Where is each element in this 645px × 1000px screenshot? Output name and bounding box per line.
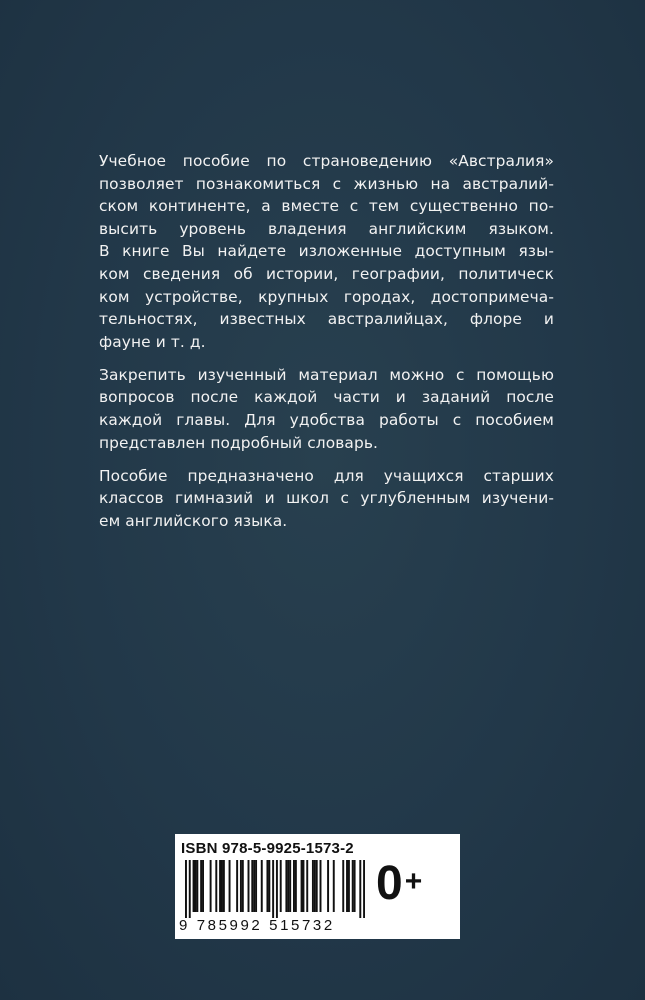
barcode-image bbox=[185, 860, 365, 918]
barcode-bar bbox=[306, 860, 308, 912]
barcode-bar bbox=[261, 860, 263, 912]
barcode-bar bbox=[348, 860, 350, 912]
barcode-bar bbox=[219, 860, 221, 912]
barcode-bar bbox=[320, 860, 322, 912]
barcode-bar bbox=[240, 860, 242, 912]
barcode-bar bbox=[276, 860, 278, 918]
barcode-digits: 9 785992 515732 bbox=[179, 917, 335, 934]
blurb-line: высить уровень владения английским языком. bbox=[99, 219, 554, 238]
barcode-bar bbox=[229, 860, 231, 912]
barcode-bar bbox=[354, 860, 356, 912]
barcode-bar bbox=[285, 860, 287, 912]
barcode-bar bbox=[342, 860, 344, 912]
barcode-bar bbox=[193, 860, 195, 912]
blurb-line: Закрепить изученный материал можно с помощью bbox=[99, 365, 554, 384]
barcode-bar bbox=[242, 860, 244, 912]
barcode-bar bbox=[327, 860, 329, 912]
blurb-line: вопросов после каждой части и заданий после bbox=[99, 388, 554, 407]
blurb-line: классов гимназий и школ с углубленным изучени- bbox=[99, 489, 554, 508]
blurb-line: Учебное пособие по страноведению «Австралия» bbox=[99, 152, 554, 170]
barcode-bar bbox=[223, 860, 225, 912]
blurb-line: фауне и т. д. bbox=[99, 332, 206, 351]
barcode-bar bbox=[346, 860, 348, 912]
barcode-bar bbox=[302, 860, 304, 912]
isbn-label: ISBN 978-5-9925-1573-2 bbox=[181, 840, 354, 857]
cover-blurb bbox=[99, 150, 554, 543]
barcode-bar bbox=[255, 860, 257, 912]
blurb-line: ем английского языка. bbox=[99, 511, 288, 530]
barcode-bar bbox=[210, 860, 212, 912]
barcode-bar bbox=[196, 860, 198, 912]
age-rating-badge bbox=[376, 857, 423, 910]
age-rating-plus: + bbox=[404, 865, 423, 898]
blurb-line: ком сведения об истории, географии, политическ bbox=[99, 264, 554, 283]
blurb-paragraph-2 bbox=[99, 364, 554, 454]
barcode-bar bbox=[287, 860, 289, 912]
blurb-paragraph-3 bbox=[99, 465, 554, 533]
barcode-bar bbox=[268, 860, 270, 912]
barcode-bar bbox=[333, 860, 335, 912]
barcode-bar bbox=[266, 860, 268, 912]
blurb-line: ком устройстве, крупных городах, достопримеча- bbox=[99, 287, 554, 306]
barcode-bar bbox=[295, 860, 297, 912]
barcode-bar bbox=[200, 860, 202, 912]
barcode-bar bbox=[185, 860, 187, 918]
blurb-paragraph-1 bbox=[99, 150, 554, 353]
barcode-bar bbox=[202, 860, 204, 912]
barcode-bar bbox=[314, 860, 316, 912]
barcode-bar bbox=[251, 860, 253, 912]
barcode-bar bbox=[253, 860, 255, 912]
barcode-bar bbox=[316, 860, 318, 912]
barcode-bar bbox=[194, 860, 196, 912]
barcode-bar bbox=[312, 860, 314, 912]
barcode-bar bbox=[363, 860, 365, 918]
age-rating-number: 0 bbox=[376, 857, 403, 910]
blurb-line: В книге Вы найдете изложенные доступным язы- bbox=[99, 242, 554, 261]
barcode-bar bbox=[248, 860, 250, 912]
barcode-bar bbox=[293, 860, 295, 912]
blurb-line: представлен подробный словарь. bbox=[99, 433, 378, 452]
barcode-bar bbox=[352, 860, 354, 912]
blurb-line: тельностях, известных австралийцах, флоре и bbox=[99, 310, 554, 329]
barcode-bar bbox=[189, 860, 191, 918]
barcode-bar bbox=[359, 860, 361, 918]
barcode-bar bbox=[236, 860, 238, 912]
barcode-bar bbox=[301, 860, 303, 912]
barcode-bar bbox=[289, 860, 291, 912]
barcode-bar bbox=[221, 860, 223, 912]
barcode-bar bbox=[215, 860, 217, 912]
barcode-bar bbox=[280, 860, 282, 912]
blurb-line: Пособие предназначено для учащихся старших bbox=[99, 466, 554, 485]
blurb-line: каждой главы. Для удобства работы с пособием bbox=[99, 411, 554, 430]
barcode-bar bbox=[272, 860, 274, 918]
blurb-line: ском континенте, а вместе с тем существенно по- bbox=[99, 197, 554, 216]
blurb-line: позволяет познакомиться с жизнью на австралий- bbox=[99, 174, 554, 193]
barcode-panel bbox=[175, 834, 460, 939]
